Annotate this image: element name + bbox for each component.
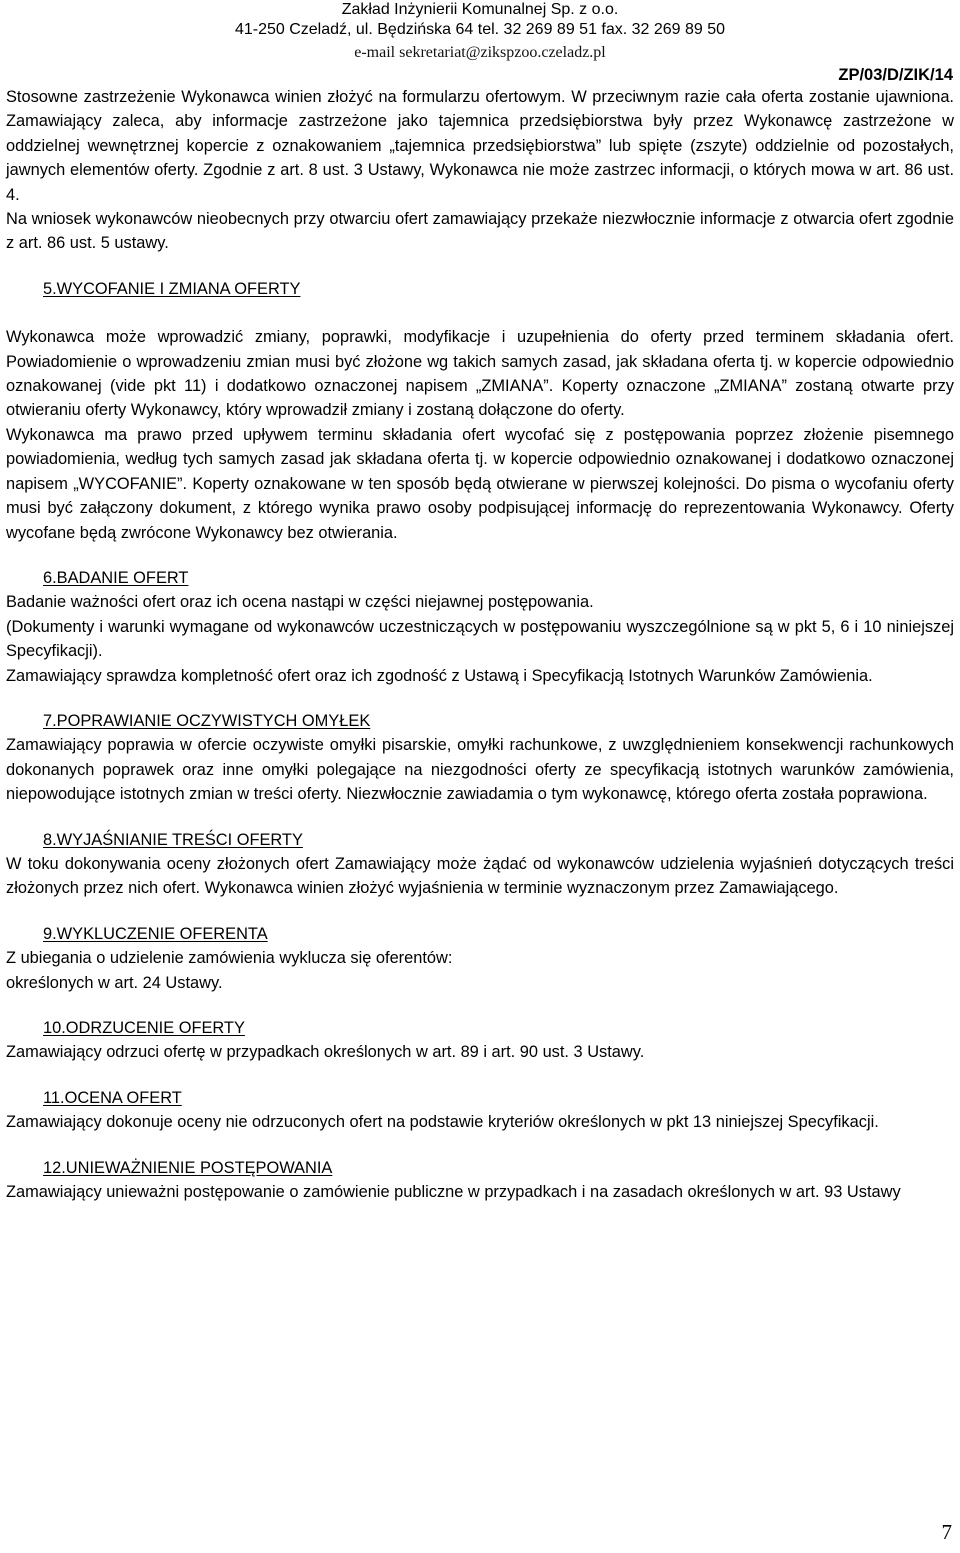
section-6-paragraph-1: Badanie ważności ofert oraz ich ocena nastąpi w części niejawnej postępowania. — [6, 593, 594, 612]
section-12-paragraph-1: Zamawiający unieważni postępowanie o zamówienie publiczne w przypadkach i na zasadach określonych w art. 93 Ustawy — [6, 1183, 901, 1202]
section-7-title: 7.POPRAWIANIE OCZYWISTYCH OMYŁEK — [43, 711, 371, 730]
section-5-paragraph-1: Wykonawca może wprowadzić zmiany, poprawki, modyfikacje i uzupełnienia do oferty przed terminem składania ofert. Powiadomienie o wprowadzeniu zmian musi być złożone wg takich samych zasad, jak składana oferta tj. w kopercie odpowiednio oznakowanej (vide pkt 11) i dodatkowo oznaczonej napisem „ZMIANA”. Koperty oznaczone „ZMIANA” zostaną otwarte przy otwieraniu oferty Wykonawcy, który wprowadził zmiany i zostaną dołączone do oferty. — [6, 328, 954, 420]
section-12-title: 12.UNIEWAŻNIENIE POSTĘPOWANIA — [43, 1158, 333, 1177]
section-6-paragraph-2: (Dokumenty i warunki wymagane od wykonawców uczestniczących w postępowaniu wyszczególnione są w pkt 5, 6 i 10 niniejszej Specyfikacji). — [6, 617, 954, 661]
section-6-paragraph-3: Zamawiający sprawdza kompletność ofert oraz ich zgodność z Ustawą i Specyfikacją Istotnych Warunków Zamówienia. — [6, 666, 873, 685]
section-9-title: 9.WYKLUCZENIE OFERENTA — [43, 924, 268, 943]
section-7-paragraph-1: Zamawiający poprawia w ofercie oczywiste omyłki pisarskie, omyłki rachunkowe, z uwzględnieniem konsekwencji rachunkowych dokonanych poprawek oraz inne omyłki polegające na niezgodności oferty ze specyfikacją istotnych warunków zamówienia, niepowodujące istotnych zmian w treści oferty. Niezwłocznie zawiadamia o tym wykonawcę, którego oferta została poprawiona. — [6, 736, 954, 804]
document-code: ZP/03/D/ZIK/14 — [838, 66, 953, 84]
section-9-paragraph-2: określonych w art. 24 Ustawy. — [6, 973, 223, 992]
section-9-paragraph-1: Z ubiegania o udzielenie zamówienia wyklucza się oferentów: — [6, 949, 453, 968]
intro-paragraph-2: Na wniosek wykonawców nieobecnych przy otwarciu ofert zamawiający przekaże niezwłocznie informacje z otwarcia ofert zgodnie z art. 86 ust. 5 ustawy. — [6, 210, 954, 253]
intro-paragraph-1: Stosowne zastrzeżenie Wykonawca winien złożyć na formularzu ofertowym. W przeciwnym razie cała oferta zostanie ujawniona. Zamawiający zaleca, aby informacje zastrzeżone jako tajemnica przedsiębiorstwa były przez Wykonawcę zastrzeżone w oddzielnej wewnętrznej kopercie z oznakowaniem „tajemnica przedsiębiorstwa” lub spięte (zszyte) oddzielnie od pozostałych, jawnych elementów oferty. Zgodnie z art. 8 ust. 3 Ustawy, Wykonawca nie może zastrzec informacji, o których mowa w art. 86 ust. 4. — [6, 88, 954, 204]
section-8-title: 8.WYJAŚNIANIE TREŚCI OFERTY — [43, 830, 303, 849]
company-name: Zakład Inżynierii Komunalnej Sp. z o.o. — [341, 1, 619, 18]
page-header — [0, 0, 960, 90]
document-body — [6, 85, 954, 1204]
section-11-paragraph-1: Zamawiający dokonuje oceny nie odrzuconych ofert na podstawie kryteriów określonych w pkt 13 niniejszej Specyfikacji. — [6, 1113, 879, 1132]
section-5-paragraph-2: Wykonawca ma prawo przed upływem terminu składania ofert wycofać się z postępowania poprzez złożenie pisemnego powiadomienia, według tych samych zasad jak składana oferta tj. w kopercie odpowiednio oznakowanej i dodatkowo oznaczonej napisem „WYCOFANIE”. Koperty oznakowane w ten sposób będą otwierane w pierwszej kolejności. Do pisma o wycofaniu oferty musi być załączony dokument, z którego wynika prawo osoby podpisującej informację do reprezentowania Wykonawcy. Oferty wycofane będą zwrócone Wykonawcy bez otwierania. — [6, 425, 954, 542]
section-10-title: 10.ODRZUCENIE OFERTY — [43, 1019, 245, 1037]
section-11-title: 11.OCENA OFERT — [43, 1088, 182, 1107]
page-number: 7 — [941, 1520, 952, 1544]
company-email: e-mail sekretariat@zikspzoo.czeladz.pl — [354, 44, 606, 61]
section-6-title: 6.BADANIE OFERT — [43, 568, 189, 587]
company-address: 41-250 Czeladź, ul. Będzińska 64 tel. 32 269 89 51 fax. 32 269 89 50 — [234, 21, 726, 38]
section-10-paragraph-1: Zamawiający odrzuci ofertę w przypadkach określonych w art. 89 i art. 90 ust. 3 Ustawy. — [6, 1043, 645, 1062]
section-5-title: 5.WYCOFANIE I ZMIANA OFERTY — [43, 279, 301, 298]
section-8-paragraph-1: W toku dokonywania oceny złożonych ofert Zamawiający może żądać od wykonawców udzielenia wyjaśnień dotyczących treści złożonych przez nich ofert. Wykonawca winien złożyć wyjaśnienia w terminie wyznaczonym przez Zamawiającego. — [6, 854, 954, 898]
